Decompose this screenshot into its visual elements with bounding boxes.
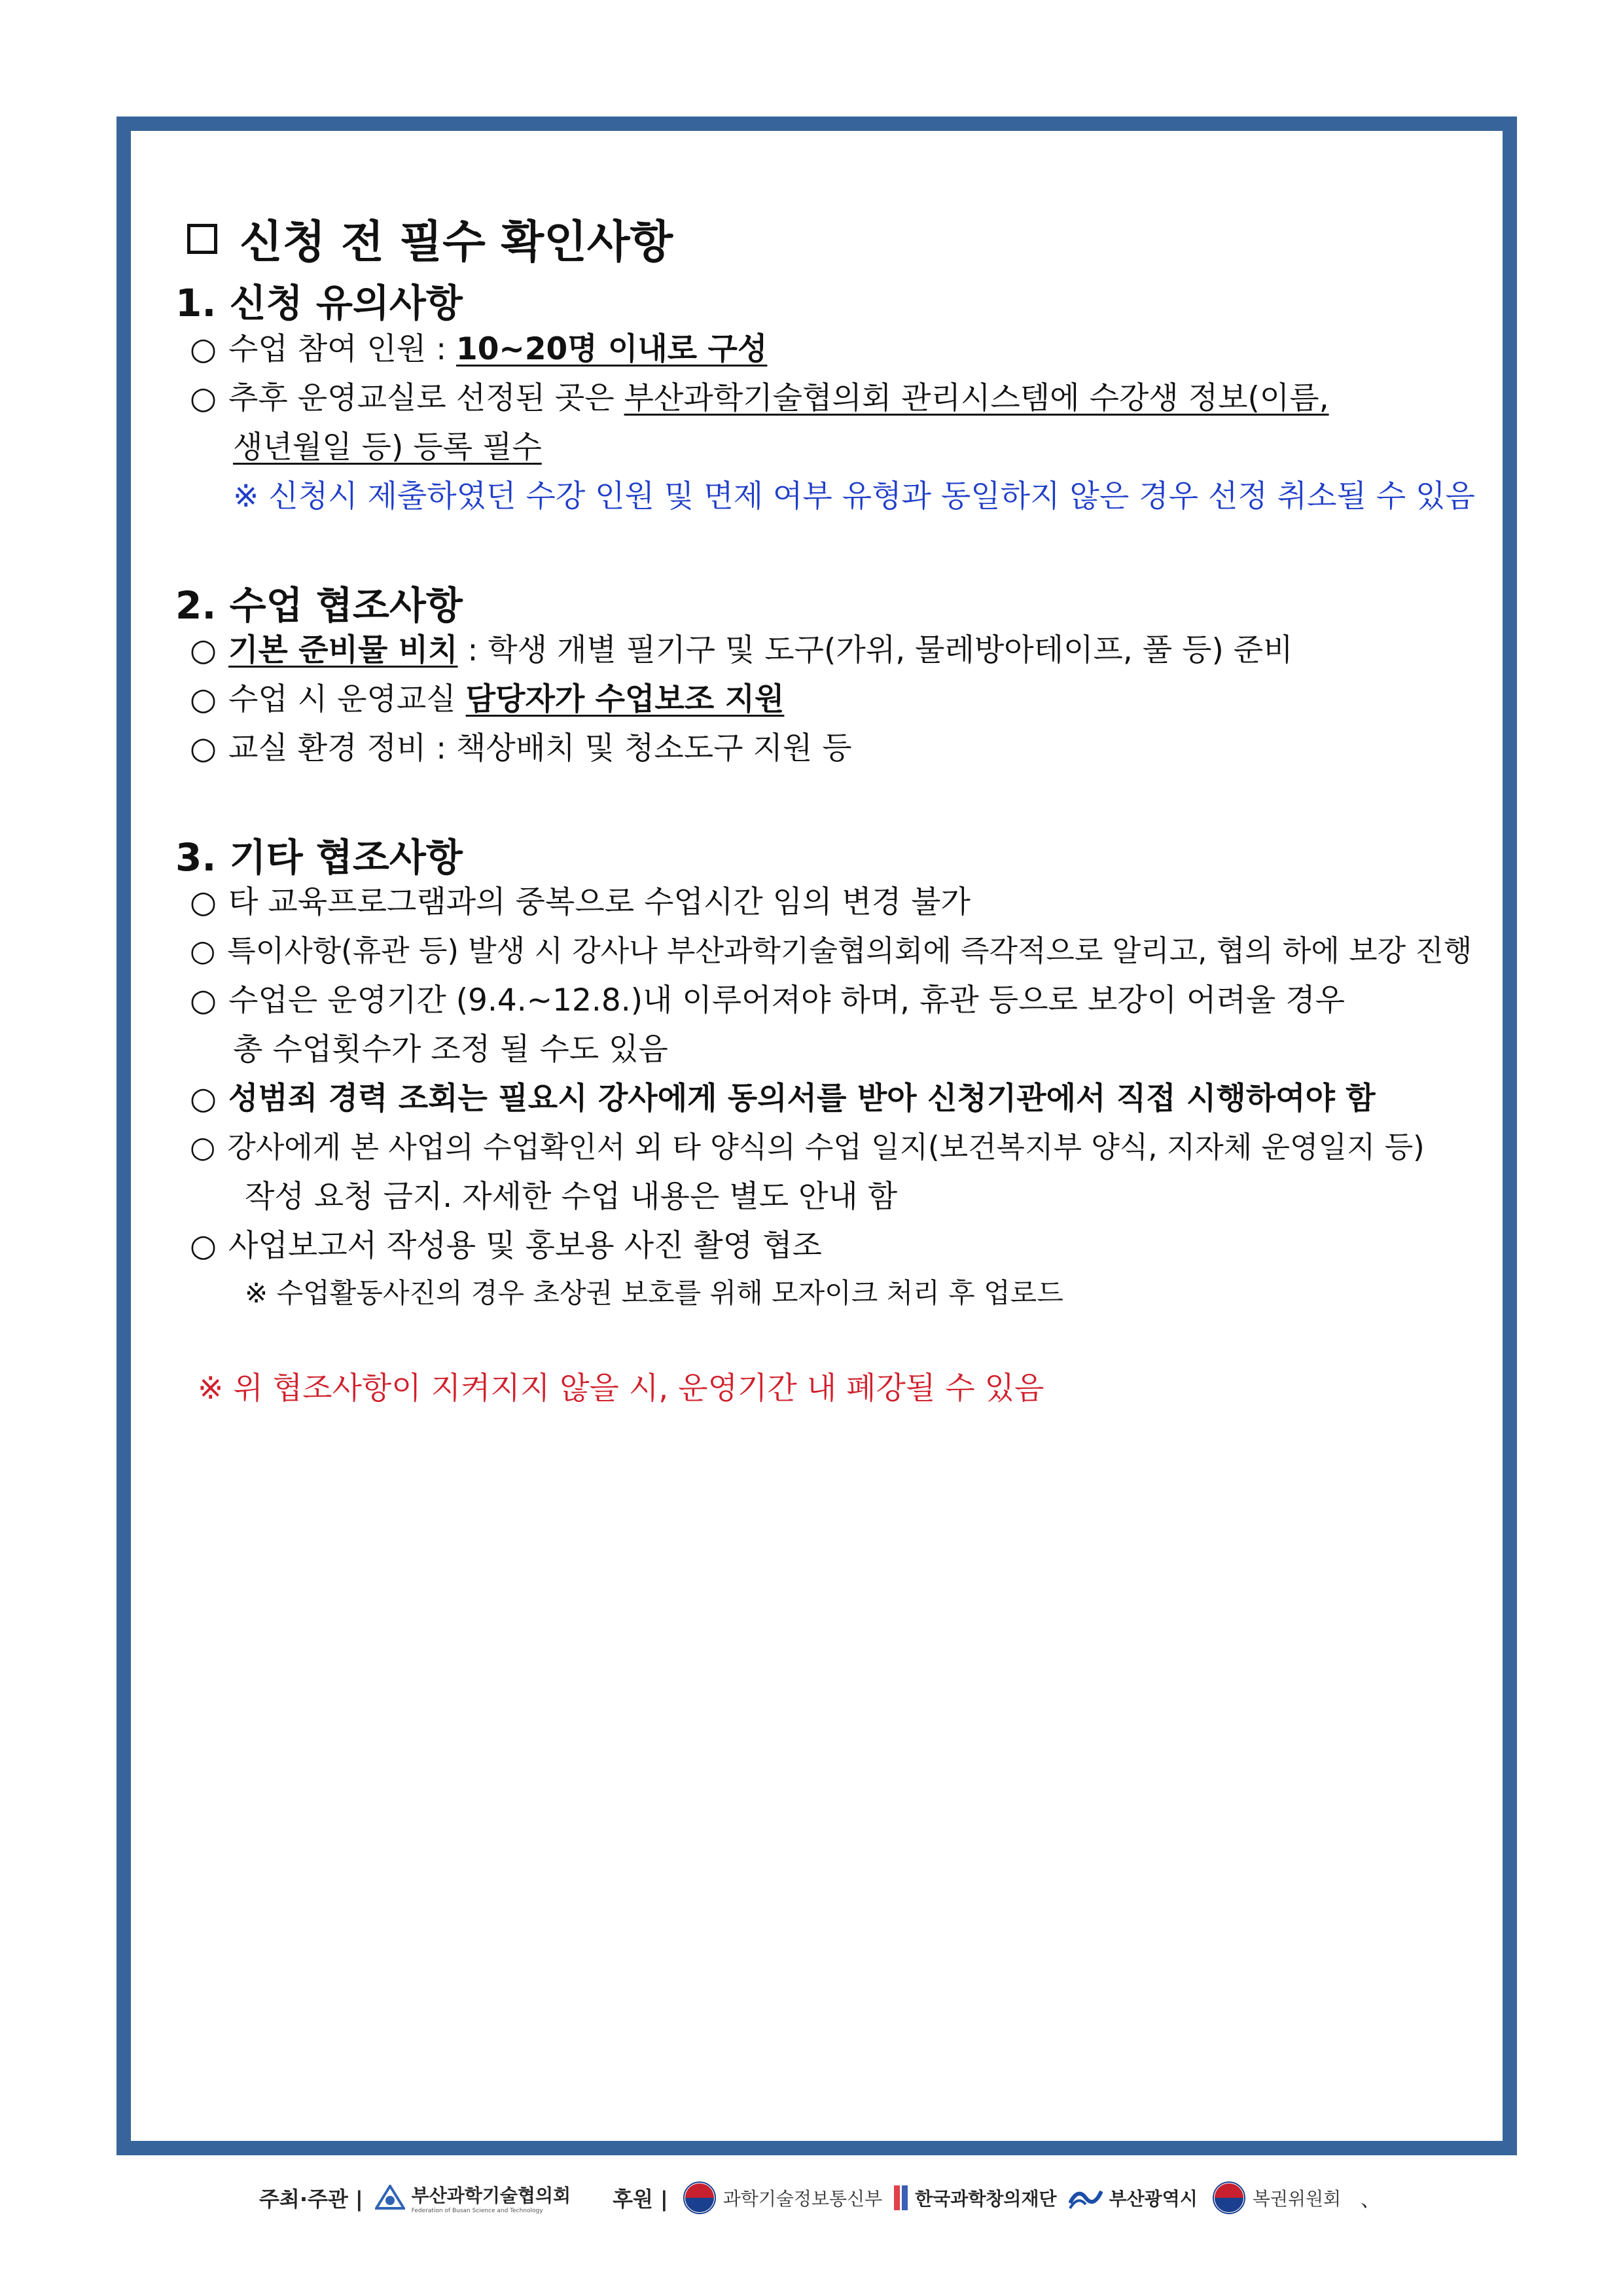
list-item: ○ 강사에게 본 사업의 수업확인서 외 타 양식의 수업 일지(보건복지부 양식, 지자체 운영일지 등): [190, 1130, 1425, 1164]
circle-bullet-icon: ○: [190, 632, 217, 668]
section-heading-1: 1. 신청 유의사항: [175, 281, 463, 325]
list-item-continuation: 총 수업횟수가 조정 될 수도 있음: [233, 1031, 668, 1067]
circle-bullet-icon: ○: [190, 1081, 217, 1117]
kofac-logo-icon: [894, 2183, 908, 2213]
list-item: ○ 수업 시 운영교실 담당자가 수업보조 지원: [190, 681, 785, 717]
sponsor-msit: 과학기술정보통신부: [722, 2188, 883, 2210]
sponsor-label: 후원 |: [613, 2187, 668, 2212]
list-item: ○ 특이사항(휴관 등) 발생 시 강사나 부산과학기술협의회에 즉각적으로 알리고, 협의 하에 보강 진행: [190, 933, 1472, 968]
circle-bullet-icon: ○: [190, 982, 217, 1018]
section-heading-3: 3. 기타 협조사항: [175, 835, 463, 880]
list-item-bold: ○ 성범죄 경력 조회는 필요시 강사에게 동의서를 받아 신청기관에서 직접 시행하여야 함: [190, 1081, 1376, 1117]
page-title: 신청 전 필수 확인사항: [187, 207, 673, 270]
circle-bullet-icon: ○: [190, 884, 217, 920]
circle-bullet-icon: ○: [190, 681, 217, 717]
circle-bullet-icon: ○: [190, 1228, 217, 1264]
circle-bullet-icon: ○: [190, 380, 217, 416]
footer: [259, 2179, 1380, 2216]
note-text: ※ 신청시 제출하였던 수강 인원 및 면제 여부 유형과 동일하지 않은 경우 선정 취소될 수 있음: [233, 478, 1475, 514]
government-emblem-icon: [1212, 2181, 1246, 2215]
section-heading-2: 2. 수업 협조사항: [175, 583, 463, 628]
circle-bullet-icon: ○: [190, 933, 216, 968]
circle-bullet-icon: ○: [190, 1130, 216, 1164]
list-item: ○ 기본 준비물 비치 : 학생 개별 필기구 및 도구(가위, 물레방아테이프, 풀 등) 준비: [190, 632, 1293, 668]
list-item: ○ 추후 운영교실로 선정된 곳은 부산과학기술협의회 관리시스템에 수강생 정보(이름,: [190, 380, 1329, 416]
circle-bullet-icon: ○: [190, 331, 217, 367]
sponsor-lottery-commission: 복권위원회: [1252, 2188, 1342, 2210]
host-org: 부산과학기술협의회 Federation of Busan Science and Technology: [411, 2185, 571, 2214]
host-org-english: Federation of Busan Science and Technology: [411, 2208, 543, 2214]
list-item: ○ 수업 참여 인원 : 10~20명 이내로 구성: [190, 331, 768, 367]
sponsor-kofac: 한국과학창의재단: [915, 2188, 1057, 2210]
checkbox-square-icon: [187, 224, 217, 254]
government-emblem-icon: [683, 2181, 717, 2215]
list-item: ○ 사업보고서 작성용 및 홍보용 사진 촬영 협조: [190, 1228, 822, 1264]
sponsor-busan-city: 부산광역시: [1109, 2188, 1198, 2210]
list-item: ○ 교실 환경 정비 : 책상배치 및 청소도구 지원 등: [190, 730, 852, 766]
list-item: ○ 타 교육프로그램과의 중복으로 수업시간 임의 변경 불가: [190, 884, 971, 920]
list-item: ○ 수업은 운영기간 (9.4.~12.8.)내 이루어져야 하며, 휴관 등으로 보강이 어려울 경우: [190, 982, 1345, 1018]
circle-bullet-icon: ○: [190, 730, 217, 766]
busan-science-logo-icon: [375, 2185, 405, 2211]
note-text: ※ 수업활동사진의 경우 초상권 보호를 위해 모자이크 처리 후 업로드: [245, 1277, 1063, 1309]
trailing-mark: 、: [1361, 2189, 1381, 2212]
busan-city-logo-icon: [1069, 2183, 1103, 2212]
list-item-continuation: 생년월일 등) 등록 필수: [233, 429, 542, 465]
list-item-continuation: 작성 요청 금지. 자세한 수업 내용은 별도 안내 함: [245, 1179, 898, 1215]
host-label: 주최·주관 |: [259, 2187, 363, 2212]
warning-text: ※ 위 협조사항이 지켜지지 않을 시, 운영기간 내 폐강될 수 있음: [198, 1371, 1044, 1407]
